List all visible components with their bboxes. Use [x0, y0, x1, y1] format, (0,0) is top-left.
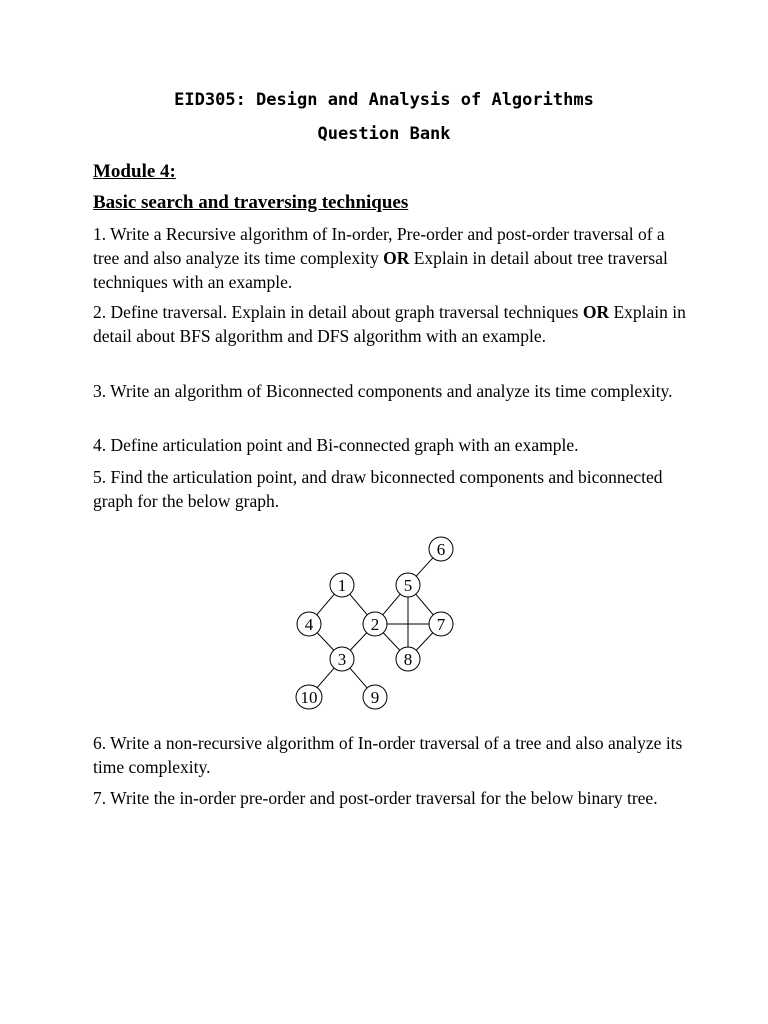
question-3: 3. Write an algorithm of Biconnected components and analyze its time complexity.	[93, 381, 673, 401]
graph-node-10	[296, 685, 322, 709]
graph-edge-7-8	[416, 633, 433, 651]
graph-node-label: 3	[337, 650, 347, 669]
graph-edge-2-5	[383, 594, 400, 615]
graph-edge-1-4	[317, 594, 334, 615]
graph-node-4	[297, 612, 321, 636]
graph-node-9	[363, 685, 387, 709]
question-4: 4. Define articulation point and Bi-connected graph with an example.	[93, 435, 579, 455]
graph-node-label: 4	[304, 615, 314, 634]
graph-edge-2-8	[383, 633, 400, 651]
question-2-or: OR	[582, 302, 610, 322]
question-6: 6. Write a non-recursive algorithm of In-order traversal of a tree and also analyze its time complexity.	[93, 733, 683, 777]
graph-node-label: 1	[337, 576, 347, 595]
section-title: Basic search and traversing techniques	[93, 192, 409, 213]
graph-node-8	[396, 647, 420, 671]
module-title: Module 4:	[93, 161, 176, 182]
graph-node-7	[429, 612, 453, 636]
graph-edge-5-6	[416, 558, 433, 576]
graph-node-label: 10	[300, 688, 318, 707]
graph-node-5	[396, 573, 420, 597]
graph-node-label: 2	[370, 615, 380, 634]
graph-node-label: 6	[436, 540, 446, 559]
question-7: 7. Write the in-order pre-order and post-order traversal for the below binary tree.	[93, 788, 658, 808]
graph-edge-3-9	[350, 668, 367, 688]
graph-node-1	[330, 573, 354, 597]
graph-edge-5-7	[416, 594, 433, 615]
question-1-text: 1. Write a Recursive algorithm of In-order, Pre-order and post-order traversal of a tree and also analyze its time complexity	[93, 224, 665, 268]
graph-edge-2-3	[350, 633, 367, 651]
question-1-alt: Explain in detail about tree traversal techniques with an example.	[93, 248, 668, 292]
question-5: 5. Find the articulation point, and draw biconnected components and biconnected graph for the below graph.	[93, 467, 663, 511]
document-subtitle: Question Bank	[317, 124, 451, 144]
graph-node-label: 8	[403, 650, 413, 669]
question-2-alt: Explain in detail about BFS algorithm and DFS algorithm with an example.	[93, 302, 686, 346]
question-1-or: OR	[383, 248, 410, 268]
graph-node-label: 9	[370, 688, 380, 707]
graph-edge-3-10	[317, 668, 334, 688]
graph-node-label: 7	[436, 615, 446, 634]
graph-node-3	[330, 647, 354, 671]
graph-edge-1-2	[350, 594, 367, 615]
graph-edge-4-3	[317, 633, 334, 651]
graph-node-label: 5	[403, 576, 413, 595]
course-title: EID305: Design and Analysis of Algorithms	[174, 90, 594, 110]
question-2-text: 2. Define traversal. Explain in detail about graph traversal techniques	[93, 302, 583, 322]
graph-node-2	[363, 612, 387, 636]
graph-node-6	[429, 537, 453, 561]
